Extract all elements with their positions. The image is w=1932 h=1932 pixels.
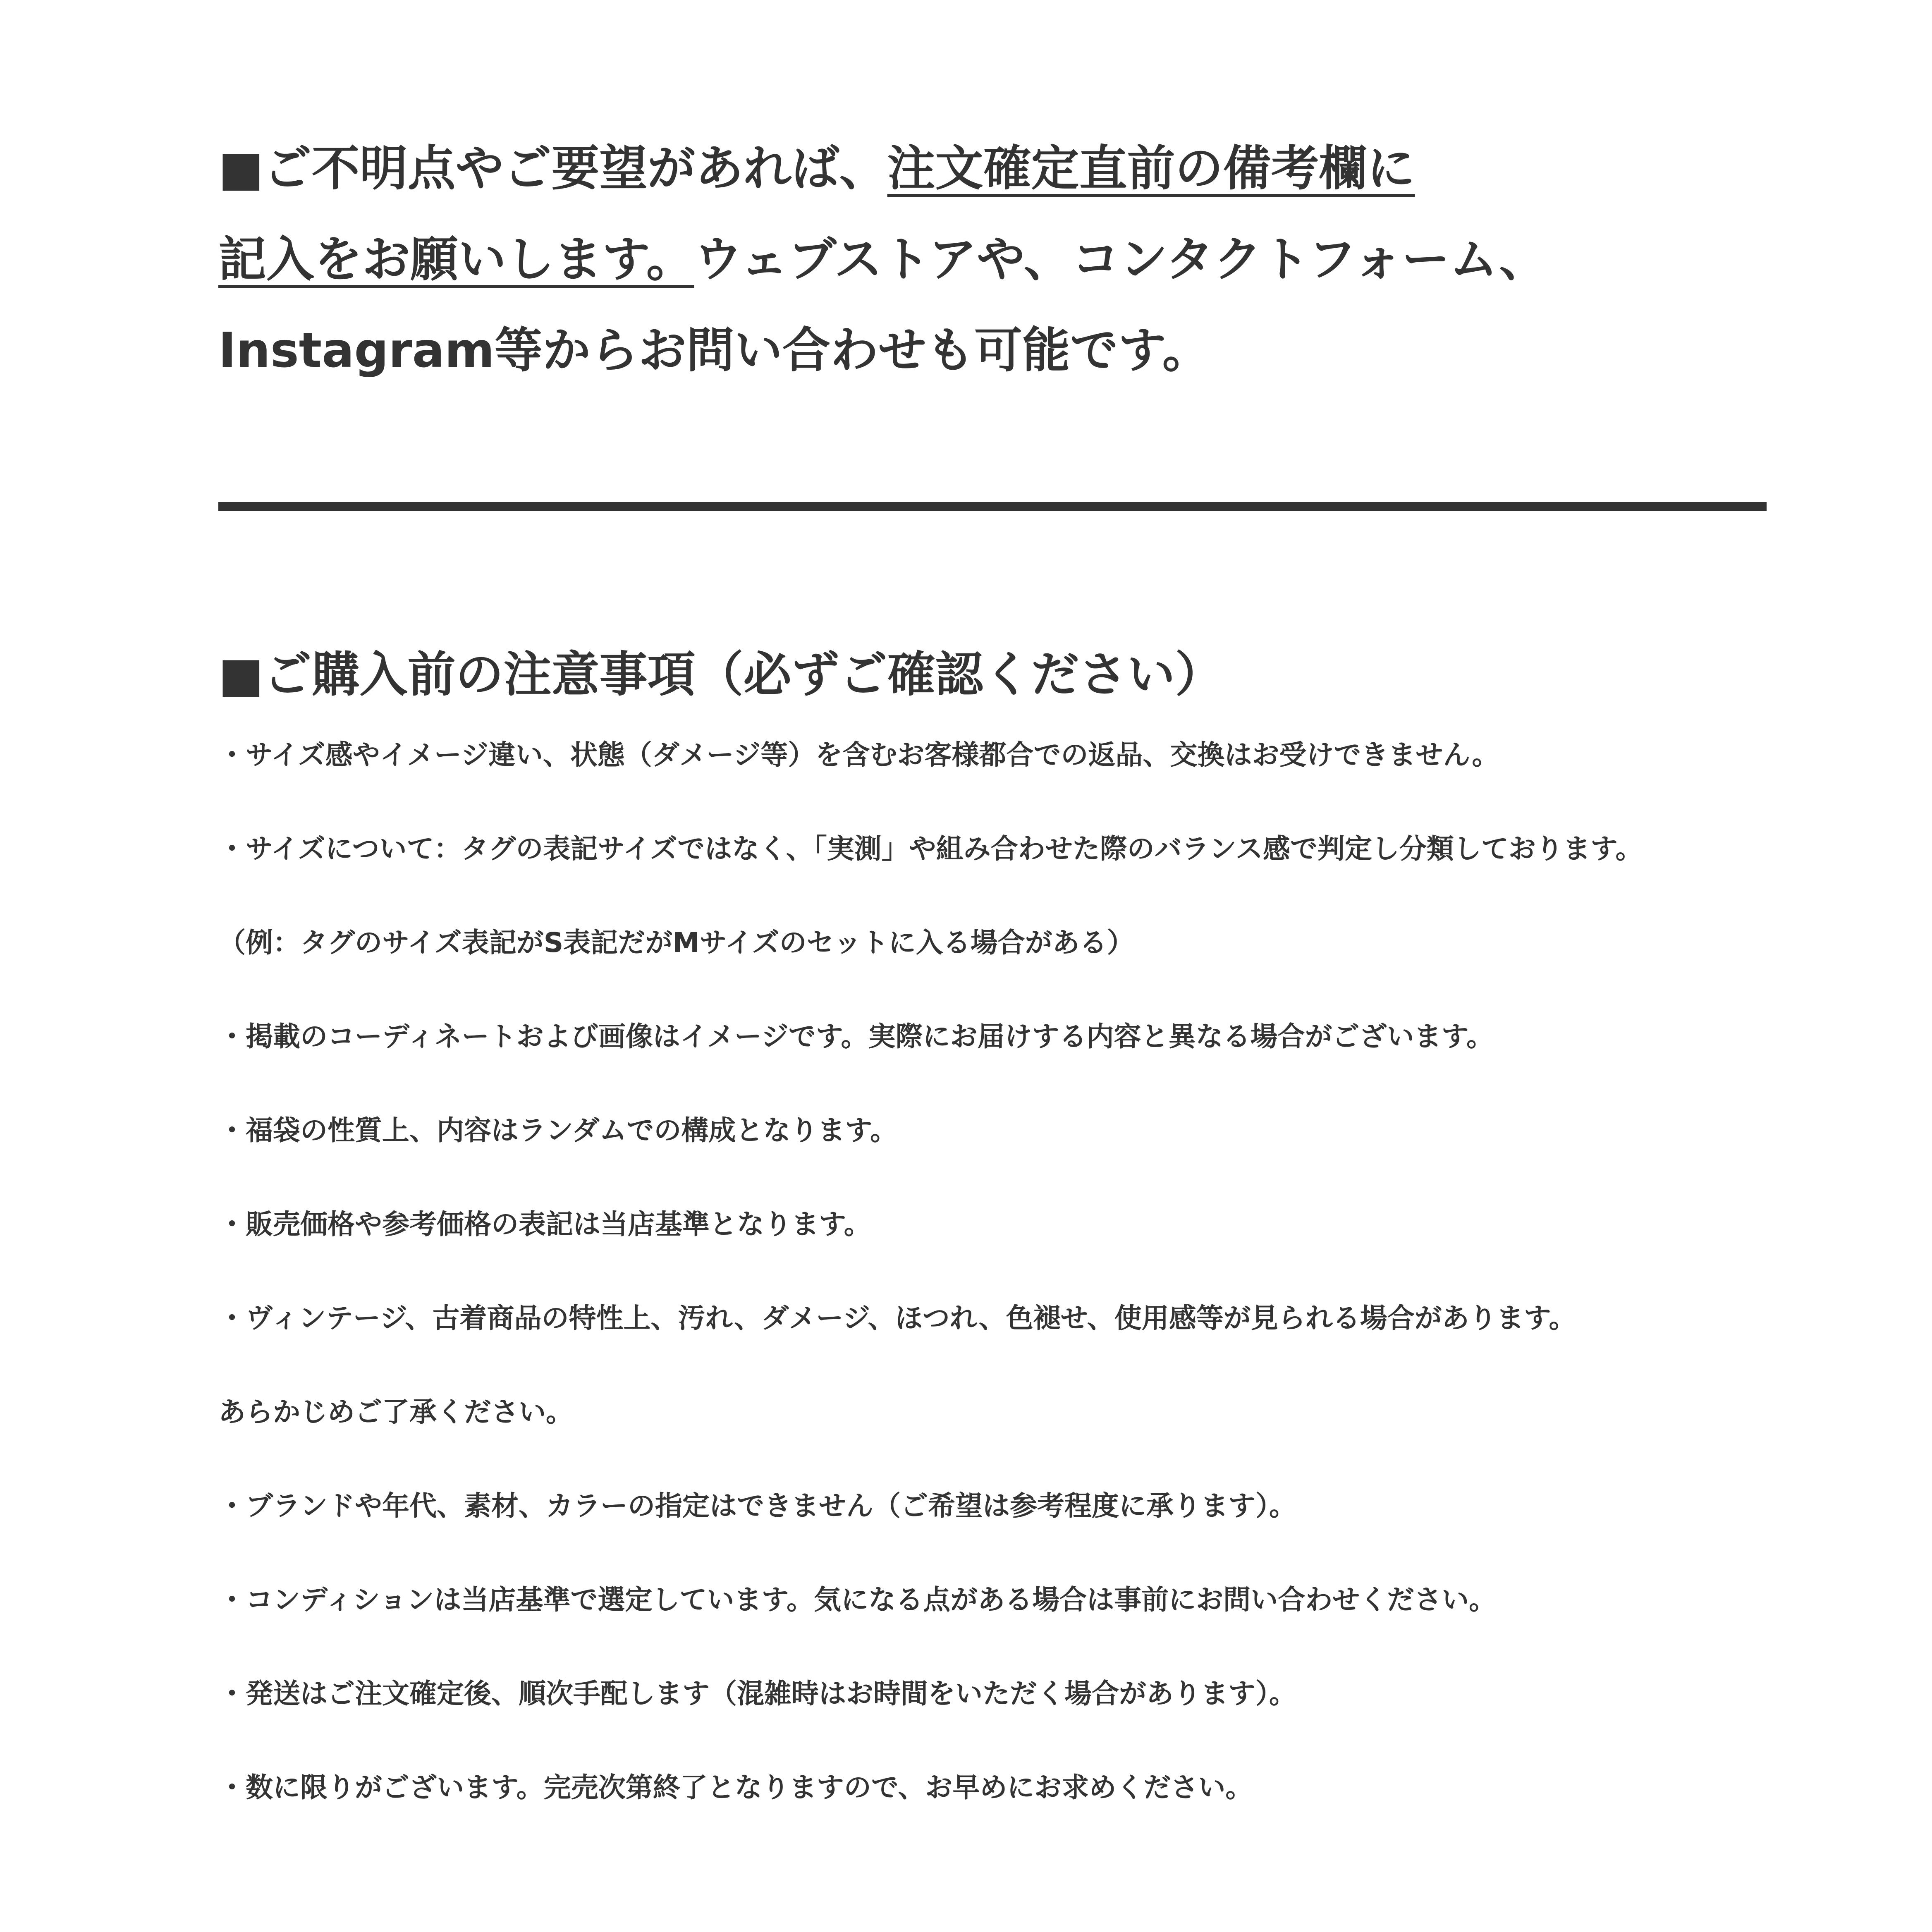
section-divider xyxy=(218,502,1767,511)
notes-list-item: ・ヴィンテージ、古着商品の特性上、汚れ、ダメージ、ほつれ、色褪せ、使用感等が見られる場合があります。 xyxy=(218,1302,1576,1334)
contact-notice-line-2 xyxy=(218,214,1790,305)
notes-list-item: あらかじめご了承ください。 xyxy=(218,1396,573,1428)
notes-list-item: ・コンディションは当店基準で選定しています。気になる点がある場合は事前にお問い合わせください。 xyxy=(218,1584,1497,1616)
notes-list-item: ・発送はご注文確定後、順次手配します（混雑時はお時間をいただく場合があります）。 xyxy=(218,1678,1296,1710)
contact-notice-line-1 xyxy=(218,123,1790,214)
contact-notice-text: ■ご不明点やご要望があれば、 xyxy=(218,141,887,196)
contact-notice xyxy=(218,123,1790,396)
notes-list-item: ・掲載のコーディネートおよび画像はイメージです。実際にお届けする内容と異なる場合がございます。 xyxy=(218,1021,1494,1052)
contact-notice-text: ウェブストアや、コンタクトフォーム、 xyxy=(694,232,1547,287)
notes-title: ■ご購入前の注意事項（必ずご確認ください） xyxy=(218,647,1223,703)
contact-notice-line-3 xyxy=(218,305,1790,396)
notes-list-item: ・サイズ感やイメージ違い、状態（ダメージ等）を含むお客様都合での返品、交換はお受けできません。 xyxy=(218,739,1499,771)
notes-list-item: （例：タグのサイズ表記がS表記だがMサイズのセットに入る場合がある） xyxy=(218,927,1134,959)
contact-notice-text: Instagram等からお問い合わせも可能です。 xyxy=(218,323,1210,378)
notes-list-item: ・数に限りがございます。完売次第終了となりますので、お早めにお求めください。 xyxy=(218,1772,1253,1803)
notes-list-item: ・福袋の性質上、内容はランダムでの構成となります。 xyxy=(218,1114,898,1146)
notes-list-item: ・販売価格や参考価格の表記は当店基準となります。 xyxy=(218,1208,871,1240)
contact-notice-underlined-text: 記入をお願いします。 xyxy=(218,232,694,287)
notes-list-item: ・ブランドや年代、素材、カラーの指定はできません（ご希望は参考程度に承ります）。 xyxy=(218,1490,1296,1522)
notes-list xyxy=(218,722,1773,1848)
notes-list-item: ・サイズについて：タグの表記サイズではなく、「実測」や組み合わせた際のバランス感で判定し分類しております。 xyxy=(218,833,1643,865)
contact-notice-underlined-text: 注文確定直前の備考欄に xyxy=(887,141,1415,196)
